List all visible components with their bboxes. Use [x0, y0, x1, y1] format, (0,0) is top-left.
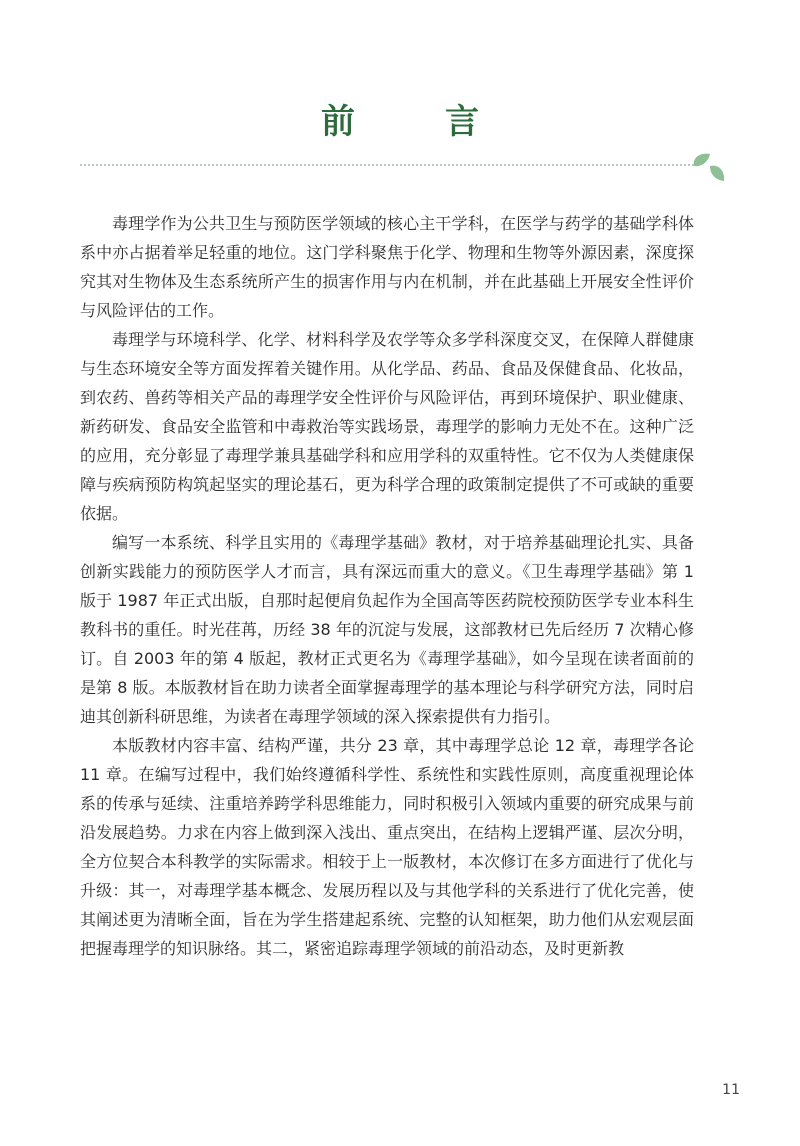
page-number: 11 — [722, 1082, 740, 1098]
paragraph-4: 本版教材内容丰富、结构严谨，共分 23 章，其中毒理学总论 12 章，毒理学各论 11 章。在编写过程中，我们始终遵循科学性、系统性和实践性原则，高度重视理论体系的传承与延续、注重培养跨学科思维能力，同时积极引入领域内重要的研究成果与前沿发展趋势。力求在内容上做到深入浅出、重点突出，在结构上逻辑严谨、层次分明，全方位契合本科教学的实际需求。相较于上一版教材，本次修订在多方面进行了优化与升级：其一，对毒理学基本概念、发展历程以及与其他学科的关系进行了优化完善，使其阐述更为清晰全面，旨在为学生搭建起系统、完整的认知框架，助力他们从宏观层面把握毒理学的知识脉络。其二，紧密追踪毒理学领域的前沿动态，及时更新教 — [80, 736, 694, 958]
title-divider — [80, 164, 698, 166]
paragraph-1: 毒理学作为公共卫生与预防医学领域的核心主干学科，在医学与药学的基础学科体系中亦占据着举足轻重的地位。这门学科聚焦于化学、物理和生物等外源因素，深度探究其对生物体及生态系统所产生的损害作用与内在机制，并在此基础上开展安全性评价与风险评估的工作。 — [80, 214, 694, 320]
paragraph-2: 毒理学与环境科学、化学、材料科学及农学等众多学科深度交叉，在保障人群健康与生态环境安全等方面发挥着关键作用。从化学品、药品、食品及保健食品、化妆品，到农药、兽药等相关产品的毒理学安全性评价与风险评估，再到环境保护、职业健康、新药研发、食品安全监管和中毒救治等实践场景，毒理学的影响力无处不在。这种广泛的应用，充分彰显了毒理学兼具基础学科和应用学科的双重特性。它不仅为人类健康保障与疾病预防构筑起坚实的理论基石，更为科学合理的政策制定提供了不可或缺的重要依据。 — [80, 330, 694, 523]
preface-body — [80, 209, 694, 963]
leaf-decoration-icon — [688, 150, 728, 184]
leaf-upper-icon — [694, 154, 710, 167]
paragraph-3: 编写一本系统、科学且实用的《毒理学基础》教材，对于培养基础理论扎实、具备创新实践能力的预防医学人才而言，具有深远而重大的意义。《卫生毒理学基础》第 1 版于 1987 年正式出版，自那时起便肩负起作为全国高等医药院校预防医学专业本科生教科书的重任。时光荏苒，历经 38 年的沉淀与发展，这部教材已先后经历 7 次精心修订。自 2003 年的第 4 版起，教材正式更名为《毒理学基础》，如今呈现在读者面前的是第 8 版。本版教材旨在助力读者全面掌握毒理学的基本理论与科学研究方法，同时启迪其创新科研思维，为读者在毒理学领域的深入探索提供有力指引。 — [80, 533, 694, 726]
leaf-lower-icon — [710, 166, 724, 181]
page-title: 前 言 — [321, 102, 507, 142]
